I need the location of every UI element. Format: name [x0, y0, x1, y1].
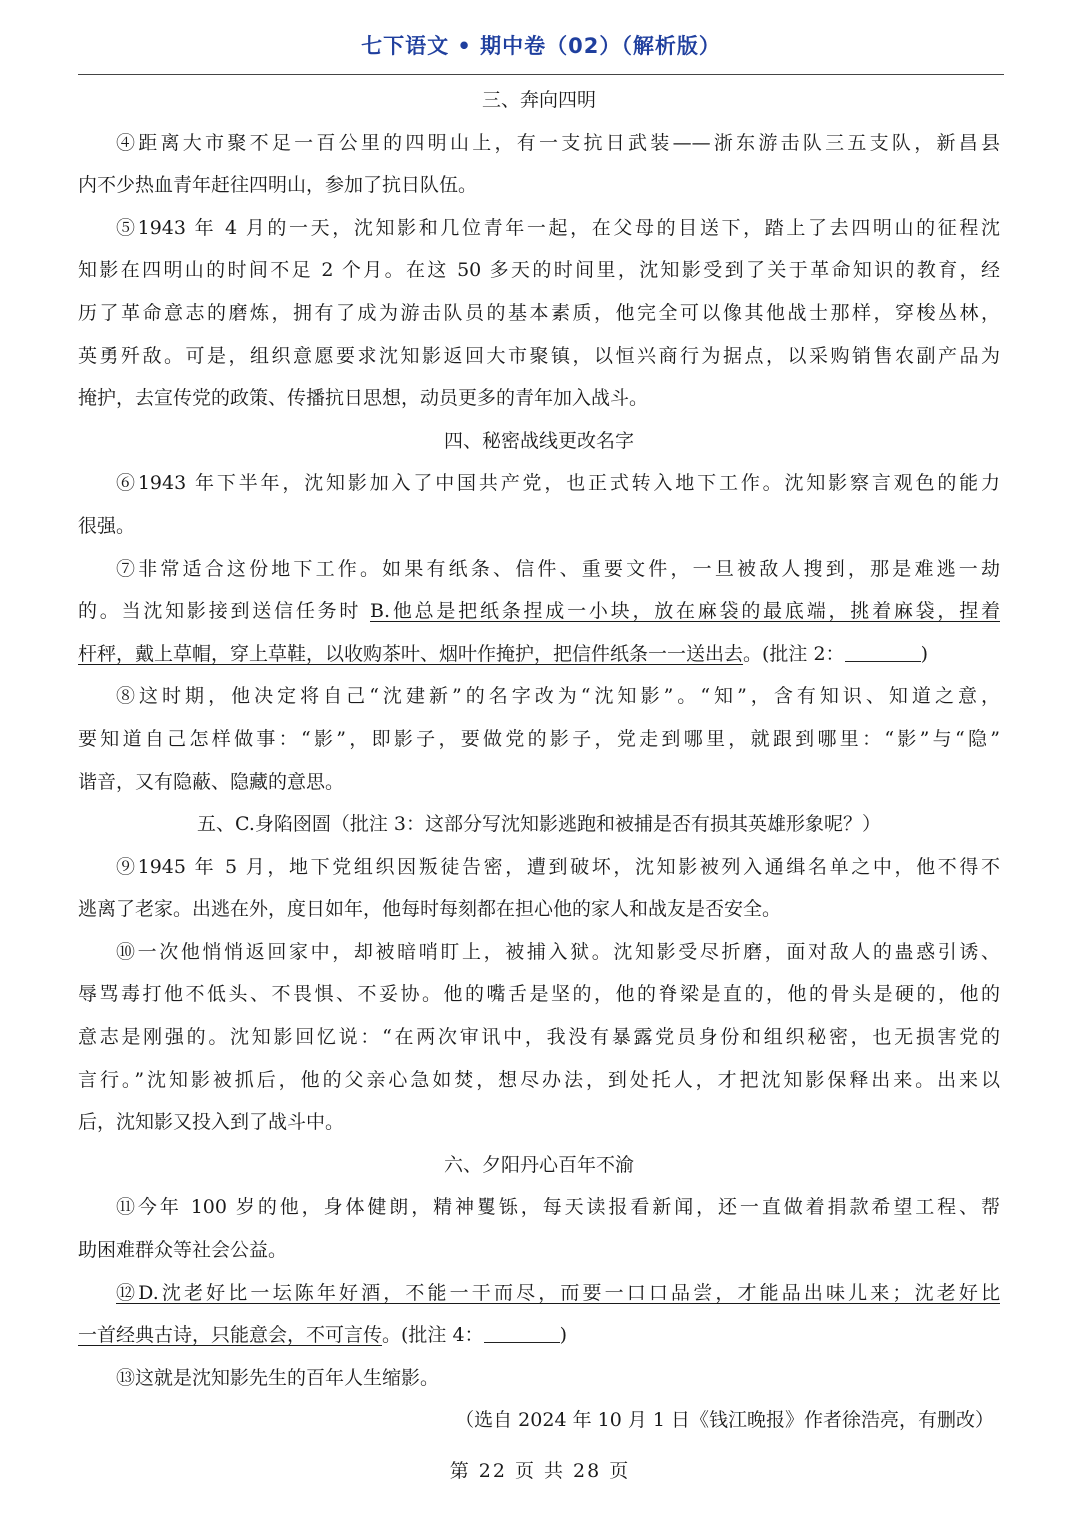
- underlined-sentence-b: B.他总是把纸条捏成一小块，放在麻袋的最底端，挑着麻袋，捏着: [370, 600, 1000, 623]
- annotation-4-close: ): [559, 1324, 567, 1347]
- paragraph-10-line: 辱骂毒打他不低头、不畏惧、不妥协。他的嘴舌是坚的，他的脊梁是直的，他的骨头是硬的，他的: [78, 983, 1000, 1006]
- section-heading-4: 四、秘密战线更改名字: [443, 429, 634, 452]
- page-number: 第 22 页 共 28 页: [449, 1460, 631, 1482]
- paragraph-10-line: 后，沈知影又投入到了战斗中。: [78, 1111, 345, 1134]
- paragraph-8-line: ⑧这时期，他决定将自己“沈建新”的名字改为“沈知影”。“知”，含有知识、知道之意，: [116, 685, 1000, 708]
- document-title: 七下语文 • 期中卷（02）（解析版）: [361, 34, 721, 58]
- paragraph-12-line: [78, 1272, 1000, 1315]
- paragraph-6-line: ⑥1943 年下半年，沈知影加入了中国共产党，也正式转入地下工作。沈知影察言观色的能力: [116, 472, 1000, 495]
- paragraph-6-line: 很强。: [78, 514, 136, 537]
- paragraph-7-text: 的。当沈知影接到送信任务时: [78, 600, 371, 623]
- paragraph-5-line: 历了革命意志的磨炼，拥有了成为游击队员的基本素质，他完全可以像其他战士那样，穿梭丛林，: [78, 301, 1000, 324]
- annotation-4-blank: [484, 1320, 560, 1343]
- section-heading-6: 六、夕阳丹心百年不渝: [443, 1153, 634, 1176]
- paragraph-8-line: 要知道自己怎样做事：“影”，即影子，要做党的影子，党走到哪里，就跟到哪里：“影”与“隐”: [78, 727, 1000, 750]
- paragraph-9-line: 逃离了老家。出逃在外，度日如年，他每时每刻都在担心他的家人和战友是否安全。: [78, 898, 782, 921]
- paragraph-9-line: ⑨1945 年 5 月，地下党组织因叛徒告密，遭到破坏，沈知影被列入通缉名单之中，他不得不: [116, 855, 1000, 878]
- paragraph-12-line: [78, 1314, 1000, 1357]
- underlined-sentence-d: 一首经典古诗，只能意会，不可言传: [78, 1324, 383, 1347]
- paragraph-11-line: ⑪今年 100 岁的他，身体健朗，精神矍铄，每天读报看新闻，还一直做着捐款希望工程、帮: [116, 1196, 1000, 1219]
- paragraph-5-line: 掩护，去宣传党的政策、传播抗日思想，动员更多的青年加入战斗。: [78, 387, 649, 410]
- paragraph-5-line: ⑤1943 年 4 月的一天，沈知影和几位青年一起，在父母的目送下，踏上了去四明山的征程沈: [116, 216, 1000, 239]
- paragraph-4-line: 内不少热血青年赶往四明山，参加了抗日队伍。: [78, 174, 478, 197]
- paragraph-10-line: 言行。”沈知影被抓后，他的父亲心急如焚，想尽办法，到处托人，才把沈知影保释出来。出来以: [78, 1068, 1000, 1091]
- underlined-sentence-d: ⑫D.沈老好比一坛陈年好酒，不能一干而尽，而要一口口品尝，才能品出味儿来；沈老好比: [116, 1281, 1000, 1304]
- article-body: [78, 79, 1000, 1442]
- paragraph-7-line: [78, 590, 1000, 633]
- section-heading-5: 五、C.身陷囹圄（批注 3：这部分写沈知影逃跑和被捕是否有损其英雄形象呢？）: [196, 813, 882, 836]
- annotation-2-blank: [845, 639, 921, 662]
- underlined-sentence-b: 杆秤，戴上草帽，穿上草鞋，以收购茶叶、烟叶作掩护，把信件纸条一一送出去: [78, 642, 744, 665]
- paragraph-13-line: ⑬这就是沈知影先生的百年人生缩影。: [116, 1366, 440, 1389]
- paragraph-8-line: 谐音，又有隐蔽、隐藏的意思。: [78, 770, 345, 793]
- paragraph-7-line: ⑦非常适合这份地下工作。如果有纸条、信件、重要文件，一旦被敌人搜到，那是难逃一劫: [116, 557, 1000, 580]
- annotation-4-label: 。(批注 4：: [382, 1324, 484, 1347]
- source-citation: （选自 2024 年 10 月 1 日《钱江晚报》作者徐浩亮，有删改）: [455, 1409, 994, 1432]
- annotation-2-label: 。(批注 2：: [743, 642, 845, 665]
- paragraph-10-line: ⑩一次他悄悄返回家中，却被暗哨盯上，被捕入狱。沈知影受尽折磨，面对敌人的蛊惑引诱、: [116, 940, 1000, 963]
- paragraph-4-line: ④距离大市聚不足一百公里的四明山上，有一支抗日武装——浙东游击队三五支队，新昌县: [116, 131, 1000, 154]
- section-heading-3: 三、奔向四明: [481, 89, 596, 111]
- page-header: [78, 28, 1004, 75]
- paragraph-11-line: 助困难群众等社会公益。: [78, 1239, 288, 1262]
- paragraph-5-line: 英勇歼敌。可是，组织意愿要求沈知影返回大市聚镇，以恒兴商行为据点，以采购销售农副产品为: [78, 344, 1000, 367]
- paragraph-10-line: 意志是刚强的。沈知影回忆说：“在两次审讯中，我没有暴露党员身份和组织秘密，也无损害党的: [78, 1026, 1000, 1049]
- annotation-2-close: ): [920, 642, 928, 665]
- paragraph-7-line: [78, 633, 1000, 676]
- paragraph-5-line: 知影在四明山的时间不足 2 个月。在这 50 多天的时间里，沈知影受到了关于革命知识的教育，经: [78, 259, 1000, 282]
